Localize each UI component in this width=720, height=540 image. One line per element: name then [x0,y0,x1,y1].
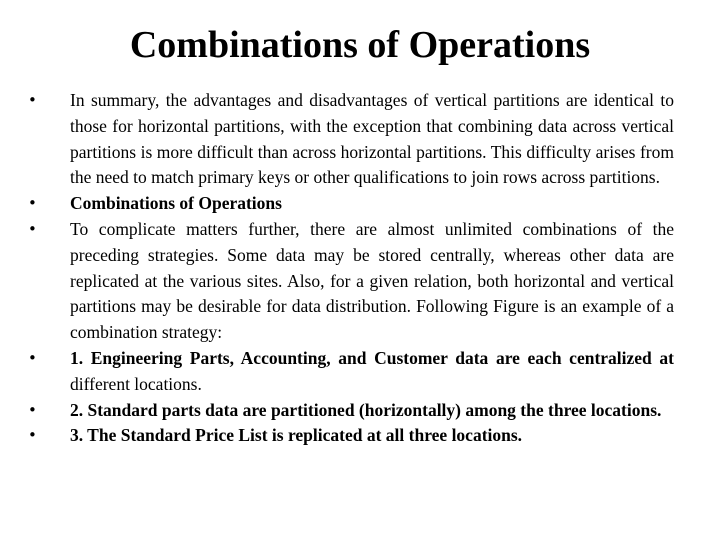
bullet-icon: • [28,426,37,445]
bullet-text: Combinations of Operations [70,193,282,214]
bullet-text: In summary, the advantages and disadvantages of vertical partitions are identical to those for horizontal partitions, with the exception that combining data across vertical partitions is more difficult than across horizontal partitions. This difficulty arises from the need to match primary keys or other qualifications to join rows across partitions. [70,90,674,188]
bullet-item-summary [28,88,674,191]
bullet-icon: • [28,91,37,109]
bullet-icon: • [28,194,37,213]
bullet-item-strategy-2 [28,398,674,424]
bullet-item-strategy-3 [28,423,674,449]
bullet-text: 3. The Standard Price List is replicated at all three locations. [70,425,523,446]
bullet-text-bold: 1. Engineering Parts, Accounting, and Customer data are each centralized at [70,347,674,368]
bullet-text-normal: different locations. [70,373,202,394]
bullet-icon: • [28,400,37,419]
bullet-item-complicate [28,217,674,346]
bullet-icon: • [28,348,37,367]
slide-title: Combinations of Operations [129,24,591,66]
bullet-item-strategy-1 [28,346,674,398]
bullet-item-combinations-heading [28,191,674,217]
bullet-icon: • [28,219,37,238]
bullet-text: 2. Standard parts data are partitioned (horizontally) among the three locations. [70,399,662,420]
bullet-text: To complicate matters further, there are almost unlimited combinations of the preceding strategies. Some data may be stored centrally, whereas other data are replicated at the various sites. Also, for a given relation, both horizontal and vertical partitions may be desirable for data distribution. Following Figure is an example of a combination strategy: [70,218,674,343]
bullet-list [28,88,674,449]
